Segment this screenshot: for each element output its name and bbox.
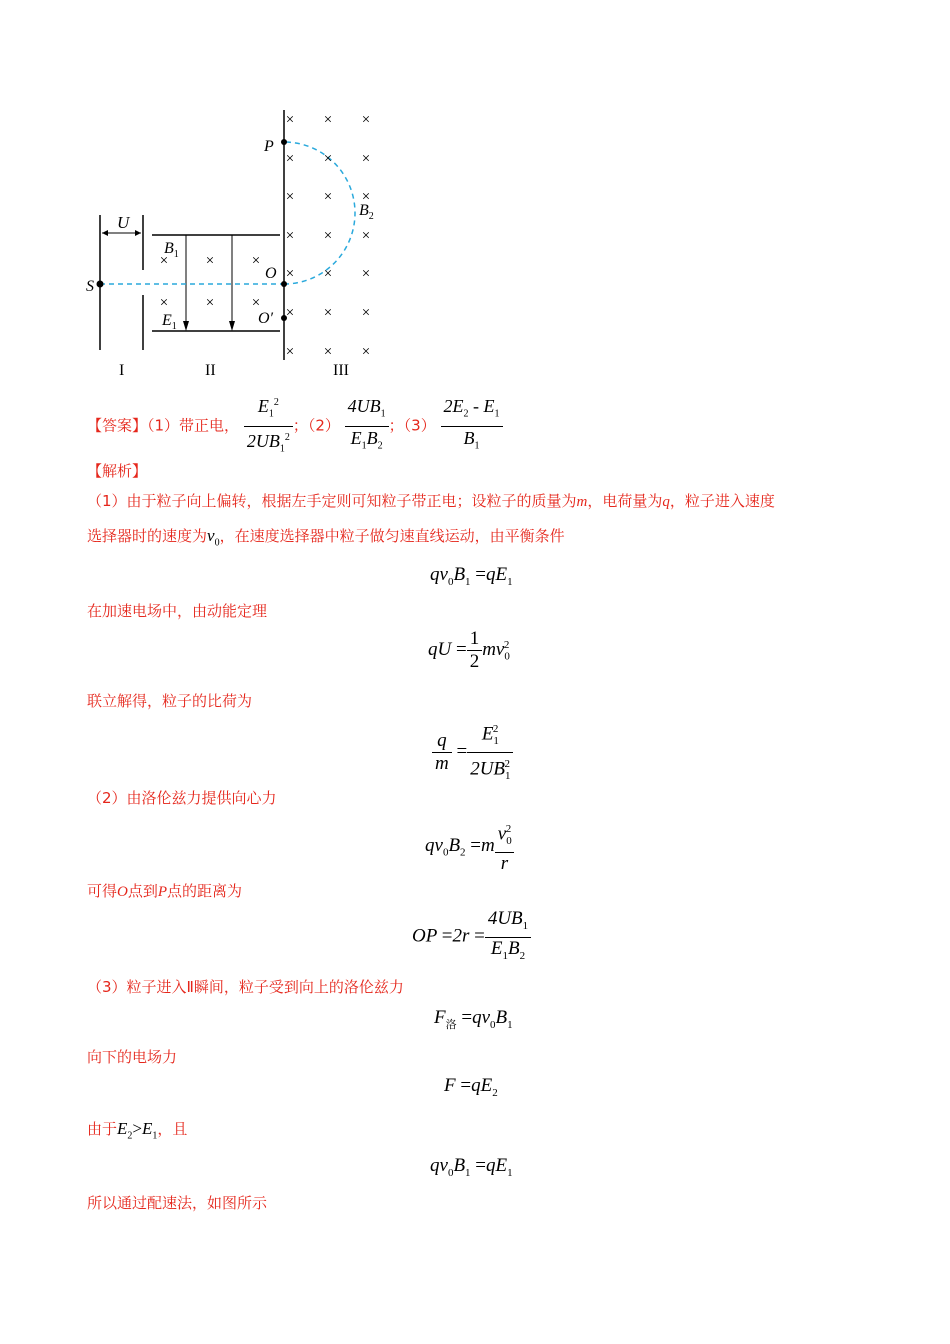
answer-part2: ；（2）	[292, 416, 340, 435]
analysis-tag: 【解析】	[87, 462, 148, 480]
equation-6: $F_洛 =qv_0B_1$	[434, 1007, 513, 1031]
cross-mark: ×	[285, 228, 295, 244]
label-region-1: I	[119, 362, 125, 379]
equation-3: $\frac{q}{m}$ = $\frac{E_1^2}{2UB_1^2}$	[432, 718, 513, 787]
label-region-3: III	[333, 362, 349, 379]
analysis-p3: 在加速电场中，由动能定理	[87, 602, 268, 620]
cross-mark: ×	[323, 305, 333, 321]
answer-part1: （1）带正电，	[147, 416, 240, 435]
equation-4: $qv_0B_2 =m$ $\frac{v_0^2}{r}$	[425, 818, 514, 875]
equation-1: $qv_0B_1 =qE_1$	[430, 564, 513, 588]
answer-formula-3: $\frac{2E_2 - E_1}{B_1}$	[441, 395, 503, 457]
label-O-prime: O′	[258, 310, 274, 327]
cross-mark: ×	[323, 151, 333, 167]
equation-5: OP =2r = $\frac{4UB_1}{E_1B_2}$	[412, 908, 531, 967]
cross-mark: ×	[285, 344, 295, 360]
cross-mark: ×	[361, 112, 371, 128]
cross-mark: ×	[323, 344, 333, 360]
cross-mark: ×	[205, 253, 215, 269]
cross-mark: ×	[361, 228, 371, 244]
label-B1: $B_1$	[164, 240, 179, 260]
analysis-p2: 选择器时的速度为$v_0$，在速度选择器中粒子做匀速直线运动，由平衡条件	[87, 526, 565, 549]
label-region-2: II	[205, 362, 216, 379]
answer-formula-1: $\frac{E_1^2}{2UB_1^2}$	[244, 392, 293, 460]
label-P: P	[264, 138, 274, 155]
cross-mark: ×	[323, 266, 333, 282]
cross-mark: ×	[323, 228, 333, 244]
label-S: S	[86, 278, 94, 295]
cross-mark: ×	[205, 295, 215, 311]
analysis-p6: 可得O点到P点的距离为	[87, 882, 243, 900]
cross-mark: ×	[323, 112, 333, 128]
cross-mark: ×	[361, 266, 371, 282]
cross-mark: ×	[361, 344, 371, 360]
equation-7: $F =qE_2$	[444, 1075, 498, 1099]
answer-line	[87, 392, 503, 455]
analysis-p7: （3）粒子进入Ⅱ瞬间，粒子受到向上的洛伦兹力	[87, 978, 404, 996]
label-U: U	[117, 213, 130, 232]
physics-diagram	[80, 105, 400, 385]
analysis-p9: 由于$E_2>E_1$，且	[87, 1119, 188, 1142]
cross-mark: ×	[159, 253, 169, 269]
answer-part3: ；（3）	[388, 416, 436, 435]
cross-mark: ×	[159, 295, 169, 311]
analysis-p5: （2）由洛伦兹力提供向心力	[87, 789, 277, 807]
label-E1: $E_1$	[162, 312, 177, 332]
cross-mark: ×	[285, 112, 295, 128]
equation-8: $qv_0B_1 =qE_1$	[430, 1155, 513, 1179]
cross-mark: ×	[251, 295, 261, 311]
answer-formula-2: $\frac{4UB_1}{E_1B_2}$	[345, 395, 389, 457]
label-O: O	[265, 265, 277, 282]
cross-mark: ×	[361, 151, 371, 167]
analysis-p1: （1）由于粒子向上偏转，根据左手定则可知粒子带正电；设粒子的质量为m，电荷量为q，粒子进入速度	[87, 492, 775, 510]
analysis-p4: 联立解得，粒子的比荷为	[87, 692, 253, 710]
cross-mark: ×	[285, 266, 295, 282]
answer-tag: 【答案】	[87, 416, 148, 435]
cross-mark: ×	[285, 189, 295, 205]
equation-2: qU = $\frac{1}{2}$ $mv_0^2$	[428, 628, 510, 672]
analysis-p10: 所以通过配速法，如图所示	[87, 1194, 268, 1212]
analysis-p8: 向下的电场力	[87, 1048, 178, 1066]
cross-mark: ×	[361, 305, 371, 321]
cross-mark: ×	[361, 189, 371, 205]
cross-mark: ×	[285, 305, 295, 321]
cross-mark: ×	[251, 253, 261, 269]
label-B2: $B_2$	[359, 202, 374, 222]
cross-mark: ×	[323, 189, 333, 205]
cross-mark: ×	[285, 151, 295, 167]
